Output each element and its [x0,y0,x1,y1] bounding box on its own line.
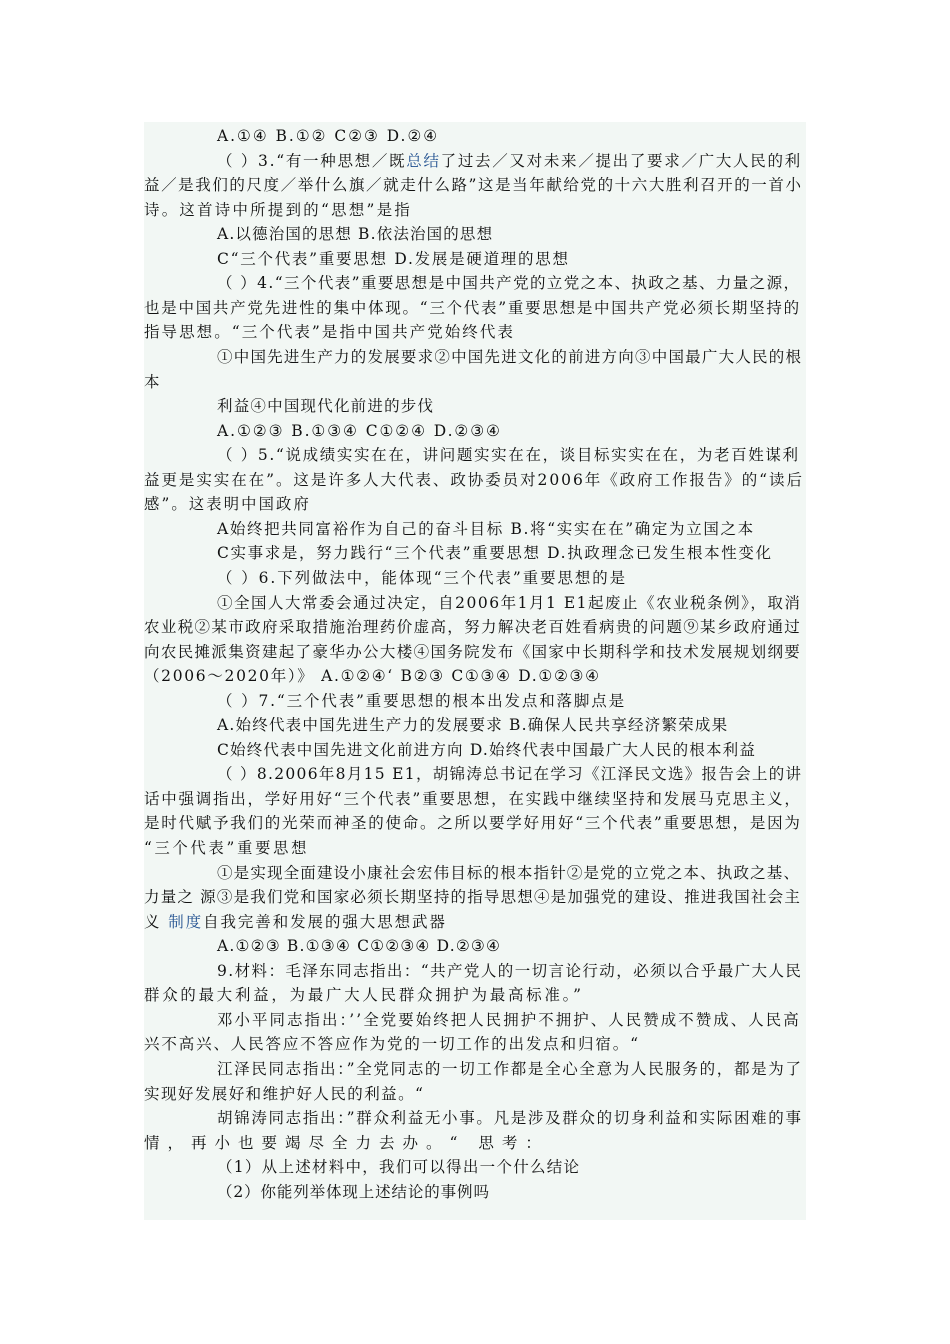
text-line: A.始终代表中国先进生产力的发展要求 B.确保人民共享经济繁荣成果 [217,716,729,735]
text-line: A.以德治国的思想 B.依法治国的思想 [217,225,494,244]
text-line: （2）你能列举体现上述结论的事例吗 [217,1182,490,1201]
text-line: A始终把共同富裕作为自己的奋斗目标 B.将“实实在在”确定为立国之本 [217,519,755,538]
text-line: 实现好发展好和维护好人民的利益。“ [144,1084,425,1103]
text-line: 江泽民同志指出：”全党同志的一切工作都是全心全意为人民服务的，都是为了 [217,1059,803,1078]
text-line: 义 制度自我完善和发展的强大思想武器 [144,912,447,931]
text-line: 邓小平同志指出：’’全党要始终把人民拥护不拥护、人民赞成不赞成、人民高 [217,1010,801,1029]
text-line: “三个代表”重要思想 [144,839,310,857]
link-system[interactable]: 制度 [168,912,204,931]
text-line: （ ）7.“三个代表”重要思想的根本出发点和落脚点是 [217,691,626,710]
text-line: 诗。这首诗中所提到的“思想”是指 [144,200,413,219]
text-line: 也是中国共产党先进性的集中体现。“三个代表”重要思想是中国共产党必须长期坚持的 [144,298,801,317]
text-line: （ ）6.下列做法中，能体现“三个代表”重要思想的是 [217,568,627,587]
text-line: ①全国人大常委会通过决定，自2006年1月1 E1起废止《农业税条例》，取消 [217,593,802,612]
text-line: 力量之 源③是我们党和国家必须长期坚持的指导思想④是加强党的建设、推进我国社会主 [144,888,802,907]
text-line: C“三个代表”重要思想 D.发展是硬道理的思想 [217,249,570,268]
text-line: C始终代表中国先进文化前进方向 D.始终代表中国最广大人民的根本利益 [217,740,757,759]
link-summary[interactable]: 总结 [406,151,441,170]
text-line: 是时代赋予我们的光荣而神圣的使命。之所以要学好用好“三个代表”重要思想，是因为 [144,814,802,833]
text-line: 感”。这表明中国政府 [144,495,311,514]
text-line: 9.材料：毛泽东同志指出：“共产党人的一切言论行动，必须以合乎最广大人民 [217,961,803,980]
text-line: 益／是我们的尺度／举什么旗／就走什么路”这是当年献给党的十六大胜利召开的一首小 [144,176,803,195]
text-line: 利益④中国现代化前进的步伐 [217,397,435,416]
text-line: （1）从上述材料中，我们可以得出一个什么结论 [217,1158,581,1177]
text-line: 群众的最大利益，为最广大人民群众拥护为最高标准。” [144,986,584,1005]
text-line: （2006～2020年）》 A.①②④‘ B②③ C①③④ D.①②③④ [144,667,601,686]
text-line: A.①②③ B.①③④ C①②④ D.②③④ [217,421,502,440]
text-line: 情，再小也要竭尽全力去办。“ 思考： [144,1133,549,1152]
text-line: （ ）3.“有一种思想／既总结了过去／又对未来／提出了要求／广大人民的利 [217,151,802,170]
text-line: 农业税②某市政府采取措施治理药价虚高，努力解决老百姓看病贵的问题⑨某乡政府通过 [144,618,802,636]
text-line: 指导思想。“三个代表”是指中国共产党始终代表 [144,323,515,342]
text-line: 本 [144,372,160,391]
text-line: ①中国先进生产力的发展要求②中国先进文化的前进方向③中国最广大人民的根 [217,348,803,366]
text-line: （ ）5.“说成绩实实在在，讲问题实实在在，谈目标实实在在，为老百姓谋利 [217,446,800,465]
text-line: A.①④ B.①② C②③ D.②④ [217,127,440,145]
text-line: A.①②③ B.①③④ C①②③④ D.②③④ [217,937,502,956]
text-line: （ ）4.“三个代表”重要思想是中国共产党的立党之本、执政之基、力量之源， [217,274,801,293]
text-line: 益更是实实在在”。这是许多人大代表、政协委员对2006年《政府工作报告》的“读后 [144,470,804,489]
text-line: ①是实现全面建设小康社会宏伟目标的根本指针②是党的立党之本、执政之基、 [217,863,801,882]
text-line: 话中强调指出，学好用好“三个代表”重要思想，在实践中继续坚持和发展马克思主义， [144,789,802,808]
text-line: 胡锦涛同志指出：”群众利益无小事。凡是涉及群众的切身利益和实际困难的事 [217,1109,803,1127]
text-line: 向农民摊派集资建起了豪华办公大楼④国务院发布《国家中长期科学和技术发展规划纲要 [144,642,802,661]
text-line: C实事求是，努力践行“三个代表”重要思想 D.执政理念已发生根本性变化 [217,544,773,563]
text-line: 兴不高兴、人民答应不答应作为党的一切工作的出发点和归宿。“ [144,1035,640,1054]
text-line: （ ）8.2006年8月15 E1，胡锦涛总书记在学习《江泽民文选》报告会上的讲 [217,765,803,784]
